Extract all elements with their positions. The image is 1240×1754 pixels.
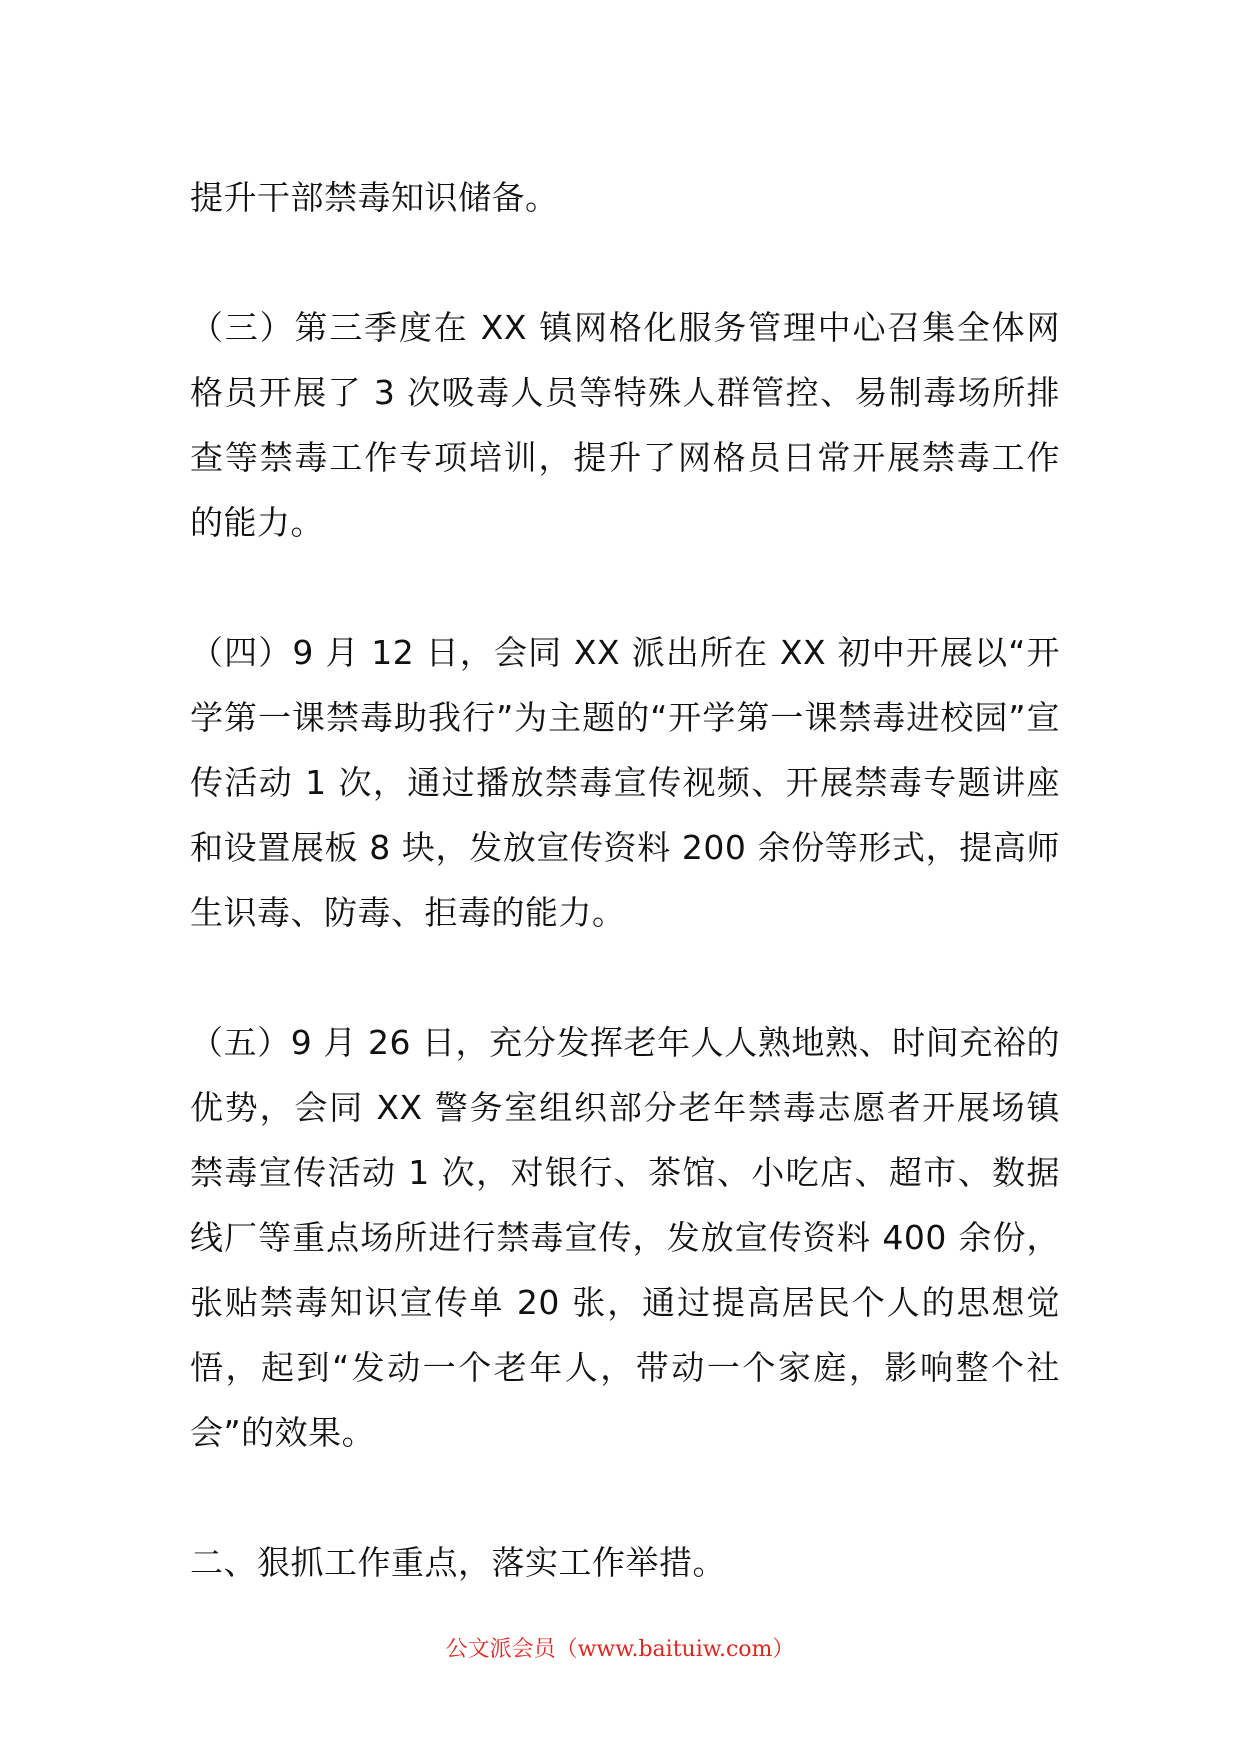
paragraph-item-5: （五）9 月 26 日，充分发挥老年人人熟地熟、时间充裕的优势，会同 XX 警务室组织部分老年禁毒志愿者开展场镇禁毒宣传活动 1 次，对银行、茶馆、小吃店、超市、数据线厂等重点场所进行禁毒宣传，发放宣传资料 400 余份，张贴禁毒知识宣传单 20 张，通过提高居民个人的思想觉悟，起到“发动一个老年人，带动一个家庭，影响整个社会”的效果。	[190, 1023, 1060, 1452]
paragraph-item-4: （四）9 月 12 日，会同 XX 派出所在 XX 初中开展以“开学第一课禁毒助我行”为主题的“开学第一课禁毒进校园”宣传活动 1 次，通过播放禁毒宣传视频、开展禁毒专题讲座和设置展板 8 块，发放宣传资料 200 余份等形式，提高师生识毒、防毒、拒毒的能力。	[190, 633, 1060, 932]
footer-watermark: 公文派会员（www.baituiw.com）	[445, 1637, 795, 1662]
document-body	[190, 165, 1060, 1595]
paragraph-item-3: （三）第三季度在 XX 镇网格化服务管理中心召集全体网格员开展了 3 次吸毒人员等特殊人群管控、易制毒场所排查等禁毒工作专项培训，提升了网格员日常开展禁毒工作的能力。	[190, 308, 1060, 542]
section-heading-2: 二、狠抓工作重点，落实工作举措。	[190, 1543, 726, 1582]
paragraph-knowledge-reserve: 提升干部禁毒知识储备。	[190, 178, 559, 217]
